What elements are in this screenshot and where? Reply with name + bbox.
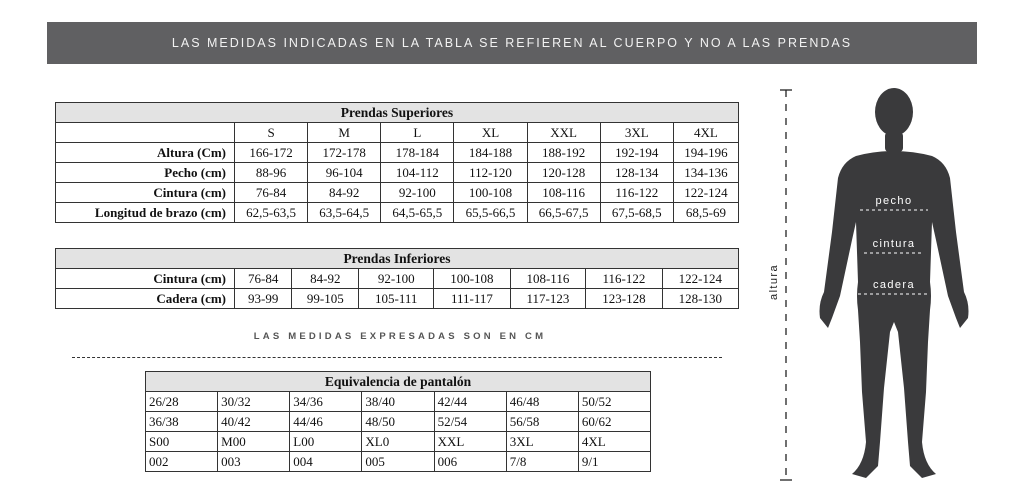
table-row: [146, 452, 651, 472]
table-cell: 46/48: [506, 392, 578, 412]
table-cell: 4XL: [578, 432, 650, 452]
size-header-empty-cell: [56, 123, 235, 143]
table-cell: 128-134: [600, 163, 673, 183]
table-cell: 92-100: [381, 183, 454, 203]
size-header-l: L: [381, 123, 454, 143]
size-header-m: M: [308, 123, 381, 143]
table-cell: 116-122: [600, 183, 673, 203]
table-cell: 44/46: [290, 412, 362, 432]
table-row: [146, 392, 651, 412]
table-cell: 104-112: [381, 163, 454, 183]
table-cell: 005: [362, 452, 434, 472]
row-label-cadera: Cadera (cm): [56, 289, 235, 309]
pecho-label: pecho: [875, 195, 913, 207]
table-row: [56, 163, 739, 183]
row-label-altura: Altura (Cm): [56, 143, 235, 163]
upper-garments-table: [55, 102, 739, 223]
row-label-longitud-brazo: Longitud de brazo (cm): [56, 203, 235, 223]
table-cell: 93-99: [235, 289, 292, 309]
size-header-xl: XL: [454, 123, 527, 143]
body-measurement-figure: [770, 82, 990, 494]
table-cell: 30/32: [218, 392, 290, 412]
table-cell: 40/42: [218, 412, 290, 432]
table-cell: 123-128: [586, 289, 662, 309]
lower-table-title: Prendas Inferiores: [56, 249, 739, 269]
row-label-cintura: Cintura (cm): [56, 269, 235, 289]
table-cell: 96-104: [308, 163, 381, 183]
cintura-label: cintura: [872, 238, 916, 250]
table-cell: 68,5-69: [673, 203, 738, 223]
table-cell: 92-100: [359, 269, 434, 289]
equivalence-table-title: Equivalencia de pantalón: [146, 372, 651, 392]
table-cell: 184-188: [454, 143, 527, 163]
table-cell: 67,5-68,5: [600, 203, 673, 223]
table-cell: 004: [290, 452, 362, 472]
table-row: [56, 143, 739, 163]
table-cell: 60/62: [578, 412, 650, 432]
table-cell: 76-84: [235, 269, 292, 289]
table-cell: 76-84: [235, 183, 308, 203]
table-cell: 122-124: [662, 269, 738, 289]
table-cell: 117-123: [510, 289, 586, 309]
table-cell: 84-92: [292, 269, 359, 289]
size-header-row: [56, 123, 739, 143]
table-cell: 56/58: [506, 412, 578, 432]
table-cell: 34/36: [290, 392, 362, 412]
table-cell: 64,5-65,5: [381, 203, 454, 223]
table-cell: S00: [146, 432, 218, 452]
table-cell: 105-111: [359, 289, 434, 309]
units-note: LAS MEDIDAS EXPRESADAS SON EN CM: [253, 331, 547, 342]
pants-equivalence-table: [145, 371, 651, 472]
table-cell: 66,5-67,5: [527, 203, 600, 223]
table-cell: 111-117: [434, 289, 510, 309]
header-banner: [47, 22, 977, 64]
table-cell: 108-116: [510, 269, 586, 289]
table-cell: 112-120: [454, 163, 527, 183]
table-cell: 128-130: [662, 289, 738, 309]
table-cell: 38/40: [362, 392, 434, 412]
altura-label: altura: [768, 264, 780, 300]
table-cell: 006: [434, 452, 506, 472]
size-header-xxl: XXL: [527, 123, 600, 143]
table-row: [146, 412, 651, 432]
table-cell: 192-194: [600, 143, 673, 163]
lower-garments-table: [55, 248, 739, 309]
table-cell: 134-136: [673, 163, 738, 183]
table-cell: XL0: [362, 432, 434, 452]
table-cell: 172-178: [308, 143, 381, 163]
table-cell: 65,5-66,5: [454, 203, 527, 223]
dashed-divider: [72, 357, 722, 358]
table-cell: L00: [290, 432, 362, 452]
table-cell: 52/54: [434, 412, 506, 432]
table-cell: 178-184: [381, 143, 454, 163]
table-row: [56, 203, 739, 223]
table-cell: 63,5-64,5: [308, 203, 381, 223]
table-cell: 50/52: [578, 392, 650, 412]
size-header-4xl: 4XL: [673, 123, 738, 143]
row-label-cintura: Cintura (cm): [56, 183, 235, 203]
table-cell: 166-172: [235, 143, 308, 163]
table-cell: 188-192: [527, 143, 600, 163]
table-cell: XXL: [434, 432, 506, 452]
size-header-3xl: 3XL: [600, 123, 673, 143]
table-row: [56, 289, 739, 309]
table-cell: 99-105: [292, 289, 359, 309]
table-cell: 26/28: [146, 392, 218, 412]
table-cell: 122-124: [673, 183, 738, 203]
table-row: [56, 183, 739, 203]
table-cell: 84-92: [308, 183, 381, 203]
table-cell: 36/38: [146, 412, 218, 432]
table-cell: 003: [218, 452, 290, 472]
table-cell: 48/50: [362, 412, 434, 432]
table-cell: 108-116: [527, 183, 600, 203]
banner-text: LAS MEDIDAS INDICADAS EN LA TABLA SE REFIEREN AL CUERPO Y NO A LAS PRENDAS: [171, 36, 853, 50]
upper-table-title: Prendas Superiores: [56, 103, 739, 123]
table-cell: 62,5-63,5: [235, 203, 308, 223]
row-label-pecho: Pecho (cm): [56, 163, 235, 183]
table-cell: 100-108: [454, 183, 527, 203]
table-row: [56, 269, 739, 289]
table-cell: 88-96: [235, 163, 308, 183]
table-cell: 9/1: [578, 452, 650, 472]
table-cell: 3XL: [506, 432, 578, 452]
table-row: [146, 432, 651, 452]
table-cell: 116-122: [586, 269, 662, 289]
cadera-label: cadera: [872, 279, 916, 291]
table-cell: 194-196: [673, 143, 738, 163]
table-cell: 120-128: [527, 163, 600, 183]
table-cell: 42/44: [434, 392, 506, 412]
table-cell: 7/8: [506, 452, 578, 472]
table-cell: 100-108: [434, 269, 510, 289]
table-cell: M00: [218, 432, 290, 452]
size-header-s: S: [235, 123, 308, 143]
table-cell: 002: [146, 452, 218, 472]
